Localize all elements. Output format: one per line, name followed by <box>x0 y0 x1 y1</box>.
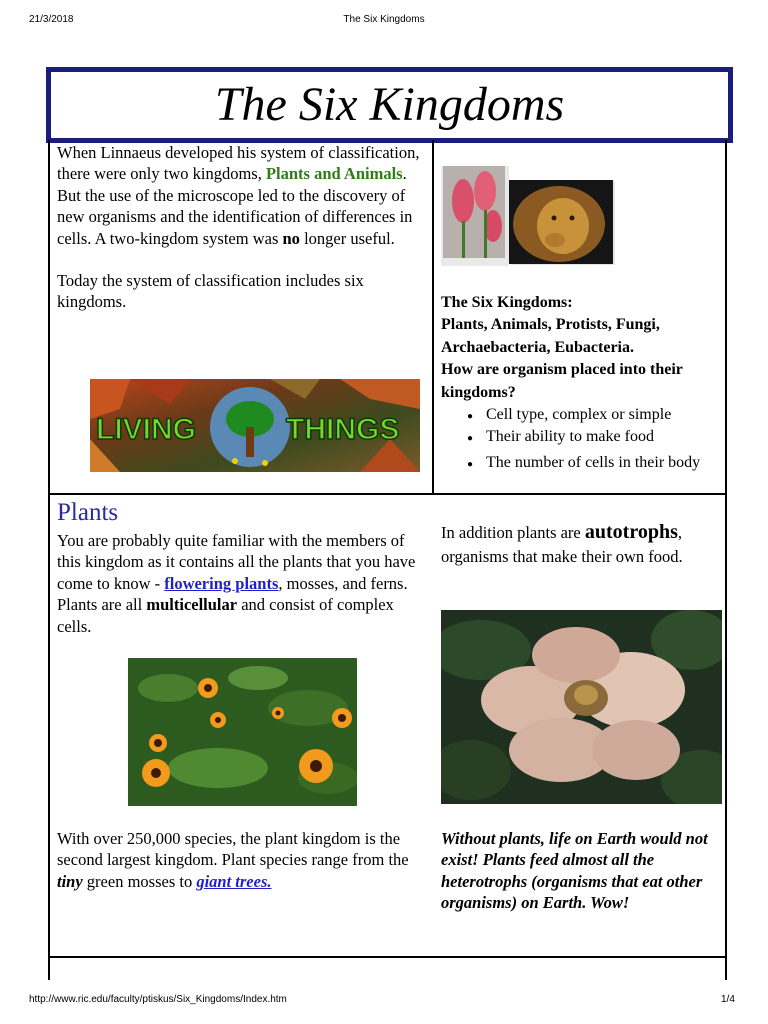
wow-text: Without plants, life on Earth would not exist! Plants feed almost all the heterotrophs (organisms that eat other organisms) on Earth. Wow! <box>441 829 708 913</box>
species-text-b: green mosses to <box>82 871 197 891</box>
title-banner <box>46 67 733 143</box>
kingdoms-heading: The Six Kingdoms: <box>441 294 573 311</box>
column-divider <box>432 140 434 494</box>
autotrophs-text <box>441 520 721 569</box>
plants-heading: Plants <box>57 499 119 526</box>
intro-text-b: . But the use of the microscope led to the discovery of new organisms and the identification of differences in cells. A two-kingdom system was <box>57 164 413 248</box>
print-url: http://www.ric.edu/faculty/ptiskus/Six_Kingdoms/Index.htm <box>29 994 287 1005</box>
autotrophs-text-b: , organisms that make their own food. <box>441 523 683 566</box>
kingdoms-criteria-list <box>441 404 721 474</box>
multicellular-bold: multicellular <box>146 595 238 615</box>
plants-text-b: , mosses, and ferns. Plants are all <box>57 573 408 615</box>
tulip-lion-image <box>441 166 616 268</box>
species-text-a: With over 250,000 species, the plant kingdom is the second largest kingdom. Plant species range from the <box>57 829 409 870</box>
intro-paragraph-1 <box>57 142 427 249</box>
bottom-divider <box>48 956 727 958</box>
left-border <box>48 140 50 980</box>
tiny-emphasis: tiny <box>57 871 83 891</box>
species-paragraph <box>57 828 429 892</box>
intro-paragraph-2: Today the system of classification includes six kingdoms. <box>57 271 364 312</box>
list-item: ● Their ability to make food <box>441 426 721 448</box>
flowering-plants-link[interactable]: flowering plants <box>164 573 279 593</box>
plants-text-c: and consist of complex cells. <box>57 595 394 636</box>
intro-text <box>57 142 427 313</box>
intro-text-c: longer useful. <box>299 228 395 248</box>
intro-bold-no: no <box>282 228 300 248</box>
list-item: ● Cell type, complex or simple <box>441 404 721 426</box>
kingdoms-list: Plants, Animals, Protists, Fungi, Archaebacteria, Eubacteria. <box>441 316 660 356</box>
page-number: 1/4 <box>721 994 735 1005</box>
section-divider <box>48 493 727 495</box>
black-eyed-susans-image <box>128 658 357 806</box>
plants-paragraph <box>57 530 429 637</box>
living-things-banner <box>90 379 420 472</box>
living-word: LIVING <box>96 413 197 446</box>
autotrophs-paragraph <box>441 520 721 569</box>
print-title: The Six Kingdoms <box>343 14 425 25</box>
kingdoms-question: How are organism placed into their kingdoms? <box>441 361 683 401</box>
autotrophs-term: autotrophs <box>584 521 678 543</box>
intro-text-a: When Linnaeus developed his system of classification, there were only two kingdoms, <box>57 143 420 184</box>
page-title: The Six Kingdoms <box>214 78 565 131</box>
things-word: THINGS <box>286 413 400 446</box>
list-item: ● The number of cells in their body <box>441 452 721 474</box>
print-date: 21/3/2018 <box>29 14 74 25</box>
plants-animals-highlight: Plants and Animals <box>265 164 403 184</box>
giant-trees-link[interactable]: giant trees. <box>196 871 272 891</box>
right-border <box>725 140 727 980</box>
magnolia-image <box>441 610 722 804</box>
species-text <box>57 828 429 892</box>
plants-text-a: You are probably quite familiar with the members of this kingdom as it contains all the plants that you have come to know - <box>57 531 416 593</box>
autotrophs-text-a: In addition plants are <box>441 523 585 542</box>
kingdoms-box <box>441 292 721 474</box>
plants-intro <box>57 530 429 637</box>
